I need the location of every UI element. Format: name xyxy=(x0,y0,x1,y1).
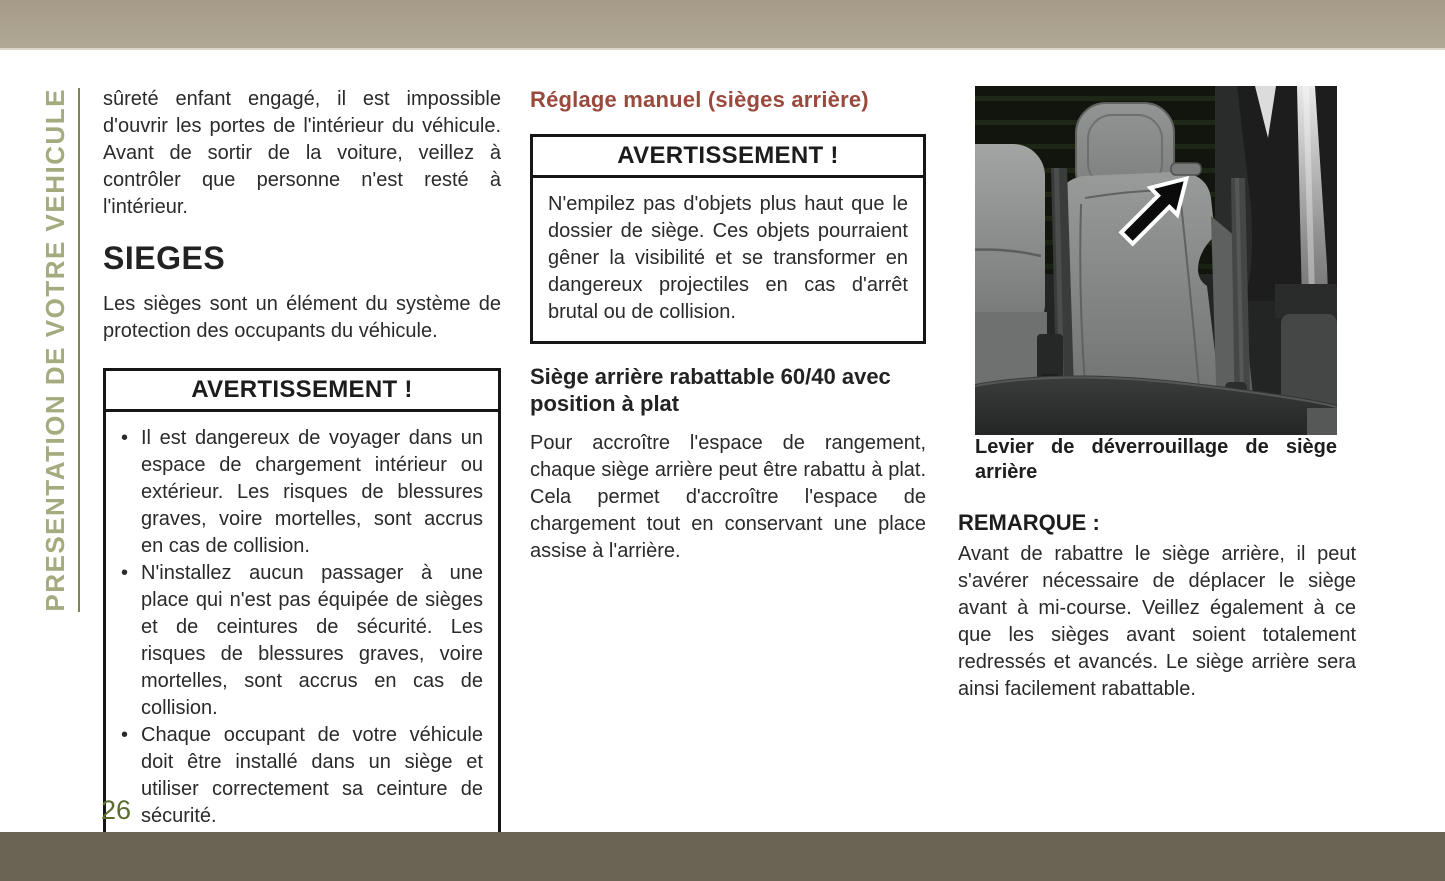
warning-box-stacking xyxy=(530,134,926,344)
note-label: REMARQUE : xyxy=(958,510,1100,535)
top-bar xyxy=(0,0,1445,50)
warning-bullet: • Il est dangereux de voyager dans un espace de chargement intérieur ou extérieur. Les risques de blessures graves, voire mortelles, sont accrus en cas de collision. xyxy=(119,425,483,560)
photo-caption: Levier de déverrouillage de siège arrière xyxy=(975,436,1337,483)
rear-seat-photo xyxy=(975,86,1337,485)
rear-seat-illustration xyxy=(975,86,1337,435)
warning-bullet: • Chaque occupant de votre véhicule doit être installé dans un siège et utiliser correctement sa ceinture de sécurité. xyxy=(119,722,483,830)
warning-body: N'empilez pas d'objets plus haut que le dossier de siège. Ces objets pourraient gêner la visibilité et se transformer en dangereux projectiles en cas d'arrêt brutal ou de collision. xyxy=(548,193,908,323)
left-seatback xyxy=(975,144,1047,404)
column-left xyxy=(103,86,501,848)
sidebar xyxy=(40,88,80,612)
bottom-bar xyxy=(0,832,1445,881)
warning-title: AVERTISSEMENT ! xyxy=(533,137,923,178)
note-paragraph: Avant de rabattre le siège arrière, il peut s'avérer nécessaire de déplacer le siège avant à mi-course. Veillez également à ce que les sièges avant soient totalement redressés et avancés. Le siège arrière sera ainsi facilement rabattable. xyxy=(958,543,1356,700)
fold-flat-paragraph: Pour accroître l'espace de rangement, chaque siège arrière peut être rabattu à plat. Cela permet d'accroître l'espace de chargement tout en conservant une place assise à l'arrière. xyxy=(530,432,926,562)
fold-flat-subheading: Siège arrière rabattable 60/40 avec position à plat xyxy=(530,364,891,416)
sidebar-rule xyxy=(78,88,80,612)
warning-bullet-list xyxy=(106,412,498,845)
sidebar-title: PRESENTATION DE VOTRE VEHICULE xyxy=(40,88,70,612)
column-right xyxy=(958,86,1356,703)
section-heading: SIEGES xyxy=(103,240,226,276)
page-number: 26 xyxy=(101,795,132,825)
warning-box-seats xyxy=(103,368,501,848)
warning-bullet: • N'installez aucun passager à une place qui n'est pas équipée de sièges et de ceintures de sécurité. Les risques de blessures graves, voire mortelles, sont accrus en cas de collision. xyxy=(119,560,483,722)
column-middle xyxy=(530,86,926,565)
release-lever xyxy=(1171,163,1201,175)
carryover-paragraph: sûreté enfant engagé, il est impossible d'ouvrir les portes de l'intérieur du véhicule. Avant de sortir de la voiture, veillez à contrôler que personne n'est resté à l'intérieur. xyxy=(103,88,501,218)
manual-adjustment-heading: Réglage manuel (sièges arrière) xyxy=(530,87,869,112)
warning-title: AVERTISSEMENT ! xyxy=(106,371,498,412)
section-intro-paragraph: Les sièges sont un élément du système de protection des occupants du véhicule. xyxy=(103,293,501,342)
